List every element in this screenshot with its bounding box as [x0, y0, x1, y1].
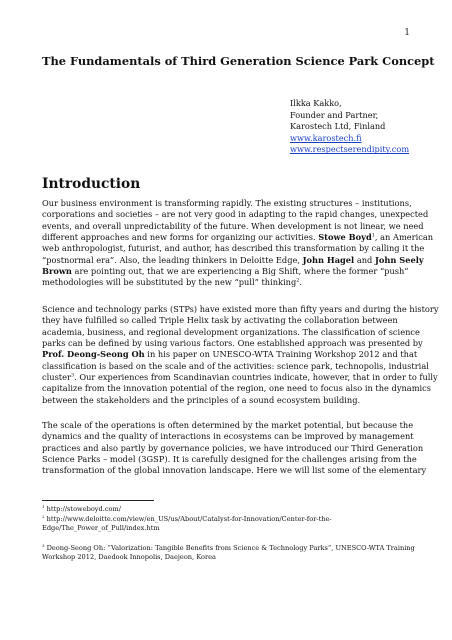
footnote-3-cont: Workshop 2012, Daedook Innopolis, Daejeon, Korea — [42, 553, 216, 562]
page-number: 1 — [404, 28, 410, 38]
author-company: Karostech Ltd, Finland — [290, 121, 386, 132]
brown-name: Brown — [42, 266, 72, 277]
john-hagel-name: John Hagel — [302, 254, 355, 265]
footnote-3 — [42, 544, 422, 554]
p3-line: transformation of the global innovation landscape. Here we will list some of the elementary — [42, 465, 427, 476]
prof-oh-name: Prof. Deong-Seong Oh — [42, 349, 145, 360]
p1-line: events, and overall unpredictability of the future. When development is not linear, we need — [42, 220, 424, 231]
p1-line: web anthropologist, futurist, and author, has described this transformation by calling it the — [42, 243, 425, 254]
karostech-link[interactable]: www.karostech.fi — [290, 132, 362, 143]
footnote-divider — [42, 500, 154, 501]
footnote-1 — [42, 505, 422, 515]
author-role: Founder and Partner, — [290, 109, 379, 120]
p3-line: The scale of the operations is often determined by the market potential, but because the — [42, 420, 414, 430]
p1-line: Our business environment is transforming rapidly. The existing structures – institutions, — [42, 198, 412, 208]
p2-line: academia, business, and regional development organizations. The classification of science — [42, 326, 420, 337]
p1-text: “postnormal era”. Also, the leading thinkers in Deloitte Edge, — [42, 254, 303, 265]
p1-text: methodologies will be substituted by the new “pull” thinking — [42, 277, 297, 288]
p2-line: Science and technology parks (STPs) have existed more than fifty years and during the history — [42, 304, 439, 314]
footnote-mark: 2 — [42, 513, 45, 519]
p2-text: . Our experiences from Scandinavian countries indicate, however, that in order to fully — [74, 372, 438, 383]
p1-line — [42, 254, 424, 266]
paragraph-3 — [42, 420, 427, 477]
paragraph-1 — [42, 198, 434, 289]
paragraph-2 — [42, 304, 439, 406]
p1-line: corporations and societies – are not very good in adapting to the rapid changes, unexpected — [42, 209, 429, 220]
p2-text: cluster — [42, 372, 71, 383]
p1-text: are pointing out, that we are experiencing a Big Shift, where the former “push” — [71, 266, 409, 277]
footnote-text: Deong-Seong Oh: “Valorization: Tangible Benefits from Science & Technology Parks”, UNESCO-WTA Training — [44, 543, 415, 552]
respectserendipity-link[interactable]: www.respectserendipity.com — [290, 144, 410, 155]
footnote-mark: 3 — [42, 542, 45, 548]
p2-line: parks can be defined by using various factors. One established approach was presented by — [42, 338, 423, 349]
footnote-mark: 1 — [42, 503, 45, 509]
p2-line — [42, 349, 418, 360]
footnote-2 — [42, 515, 422, 525]
footnote-2-cont[interactable]: Edge/The_Power_of_Pull/index.htm — [42, 524, 160, 533]
p2-line: they have fulfilled so called Triple Helix task by activating the collaboration between — [42, 315, 398, 326]
p1-text: different approaches and new forms for organizing our activities. — [42, 232, 319, 243]
p3-line: dynamics and the quality of interactions in ecosystems can be improved by management — [42, 431, 414, 442]
stowe-boyd-name: Stowe Boyd — [318, 232, 372, 243]
footnote-text[interactable]: http://www.deloitte.com/view/en_US/us/About/Catalyst-for-Innovation/Center-for-the- — [44, 514, 332, 523]
p1-line — [42, 232, 434, 243]
p3-line: practices and also partly by governance policies, we have introduced our Third Generation — [42, 442, 424, 453]
p2-line — [42, 372, 438, 383]
p2-line: classification is based on the scale and of the activities: science park, technopolis, industrial — [42, 360, 429, 371]
footnote-text[interactable]: http://stoweboyd.com/ — [44, 505, 121, 513]
document-title: The Fundamentals of Third Generation Science Park Concept — [42, 54, 435, 68]
author-name: Ilkka Kakko, — [290, 98, 342, 108]
p2-line: capitalize from the innovation potential of the region, one need to focus also in the dynamics — [42, 383, 432, 394]
footnotes — [42, 505, 422, 563]
p2-text: in his paper on UNESCO-WTA Training Workshop 2012 and that — [144, 349, 418, 360]
p1-line — [42, 266, 412, 277]
author-block — [290, 98, 409, 156]
p1-line — [42, 277, 412, 288]
p1-text: , an American — [374, 232, 434, 243]
section-heading-introduction: Introduction — [42, 176, 141, 192]
footnote-ref-2[interactable]: 2 — [296, 277, 300, 284]
john-seely-name: John Seely — [374, 254, 424, 265]
footnote-ref-1[interactable]: 1 — [371, 232, 375, 239]
p2-line: between the stakeholders and the principles of a sound ecosystem building. — [42, 394, 361, 405]
p3-line: Science Parks – model (3GSP). It is carefully designed for the challenges arising from the — [42, 454, 417, 465]
p1-text: . — [299, 277, 303, 288]
p1-text: and — [354, 254, 375, 265]
footnote-ref-3[interactable]: 3 — [70, 372, 75, 379]
